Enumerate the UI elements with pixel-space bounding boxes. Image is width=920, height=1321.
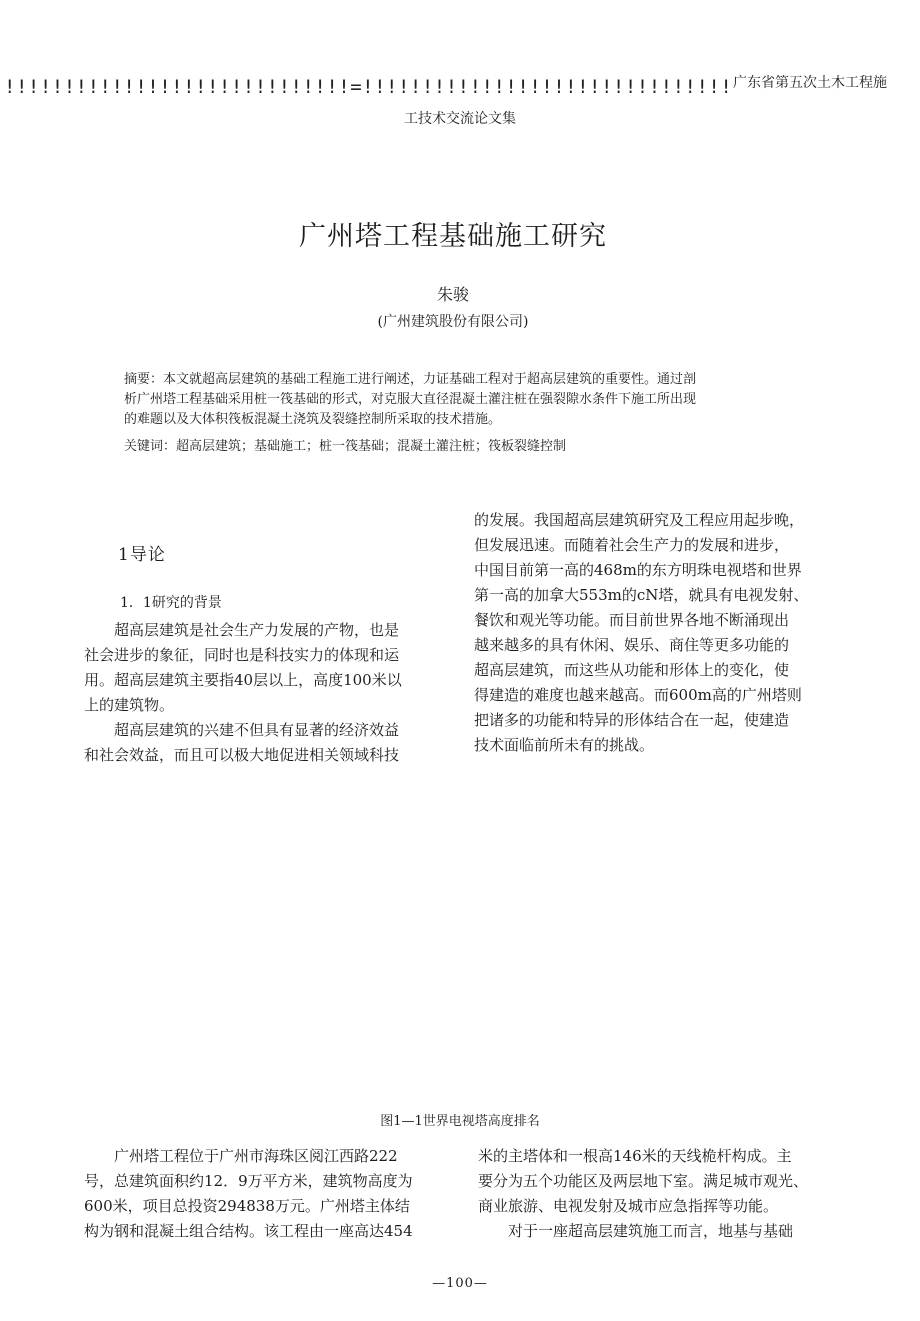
text-line: 越来越多的具有休闲、娱乐、商住等更多功能的	[474, 636, 790, 654]
body-paragraph-right	[478, 1144, 848, 1244]
text-line: 得建造的难度也越来越高。而600m高的广州塔则	[474, 686, 802, 704]
paper-title: 广州塔工程基础施工研究	[299, 221, 607, 252]
page-number: —100—	[432, 1276, 488, 1291]
text-line: 超高层建筑是社会生产力发展的产物，也是	[84, 621, 400, 639]
keywords: 关键词：超高层建筑；基础施工；桩一筏基础；混凝土灌注桩；筏板裂缝控制	[124, 439, 567, 454]
text-line: 广州塔工程位于广州市海珠区阅江西路222	[84, 1147, 398, 1165]
figure-caption: 图1—1世界电视塔高度排名	[380, 1114, 540, 1129]
author-affiliation: (广州建筑股份有限公司)	[377, 314, 529, 330]
proceedings-title-line1: 广东省第五次土木工程施	[733, 75, 887, 91]
text-line: 中国目前第一高的468m的东方明珠电视塔和世界	[474, 561, 802, 579]
text-line: 用。超高层建筑主要指40层以上，高度100米以	[84, 671, 402, 689]
abstract-line: 摘要：本文就超高层建筑的基础工程施工进行阐述，力证基础工程对于超高层建筑的重要性。通过剖	[124, 372, 697, 387]
body-paragraph	[84, 618, 444, 718]
text-line: 社会进步的象征，同时也是科技实力的体现和运	[84, 646, 400, 664]
proceedings-title-line2: 工技术交流论文集	[404, 111, 516, 127]
text-line: 600米，项目总投资294838万元。广州塔主体结	[84, 1197, 410, 1215]
abstract-line: 的难题以及大体积筏板混凝土浇筑及裂缝控制所采取的技术措施。	[124, 412, 502, 427]
text-line: 超高层建筑的兴建不但具有显著的经济效益	[84, 721, 400, 739]
text-line: 商业旅游、电视发射及城市应急指挥等功能。	[478, 1197, 779, 1215]
text-line: 上的建筑物。	[84, 696, 175, 714]
text-line: 第一高的加拿大553m的cN塔，就具有电视发射、	[474, 586, 809, 604]
text-line: 餐饮和观光等功能。而目前世界各地不断涌现出	[474, 611, 790, 629]
author-name: 朱骏	[436, 285, 469, 304]
text-line: 号，总建筑面积约12．9万平方米，建筑物高度为	[84, 1172, 413, 1190]
abstract	[124, 370, 804, 430]
text-line: 米的主塔体和一根高146米的天线桅杆构成。主	[478, 1147, 792, 1165]
header-decoration: !!!!!!!!!!!!!!!!!!!!!!!!!!!!!=!!!!!!!!!!!!!!!!!!!!!!!!!!!!!!!	[4, 76, 733, 98]
abstract-line: 析广州塔工程基础采用桩一筏基础的形式，对克服大直径混凝土灌注桩在强裂隙水条件下施工所出现	[124, 392, 697, 407]
subsection-heading: 1．1研究的背景	[120, 595, 222, 611]
text-line: 对于一座超高层建筑施工而言，地基与基础	[478, 1222, 794, 1240]
text-line: 要分为五个功能区及两层地下室。满足城市观光、	[478, 1172, 809, 1190]
body-paragraph	[84, 718, 444, 768]
text-line: 技术面临前所未有的挑战。	[474, 736, 655, 754]
text-line: 的发展。我国超高层建筑研究及工程应用起步晚，	[474, 511, 805, 529]
body-paragraph	[84, 1144, 444, 1244]
body-paragraph-right	[474, 508, 844, 758]
text-line: 超高层建筑，而这些从功能和形体上的变化，使	[474, 661, 790, 679]
section-heading: 1导论	[118, 545, 166, 565]
text-line: 和社会效益，而且可以极大地促进相关领域科技	[84, 746, 400, 764]
text-line: 但发展迅速。而随着社会生产力的发展和进步，	[474, 536, 790, 554]
text-line: 把诸多的功能和特异的形体结合在一起，使建造	[474, 711, 790, 729]
text-line: 构为钢和混凝土组合结构。该工程由一座高达454	[84, 1222, 413, 1240]
